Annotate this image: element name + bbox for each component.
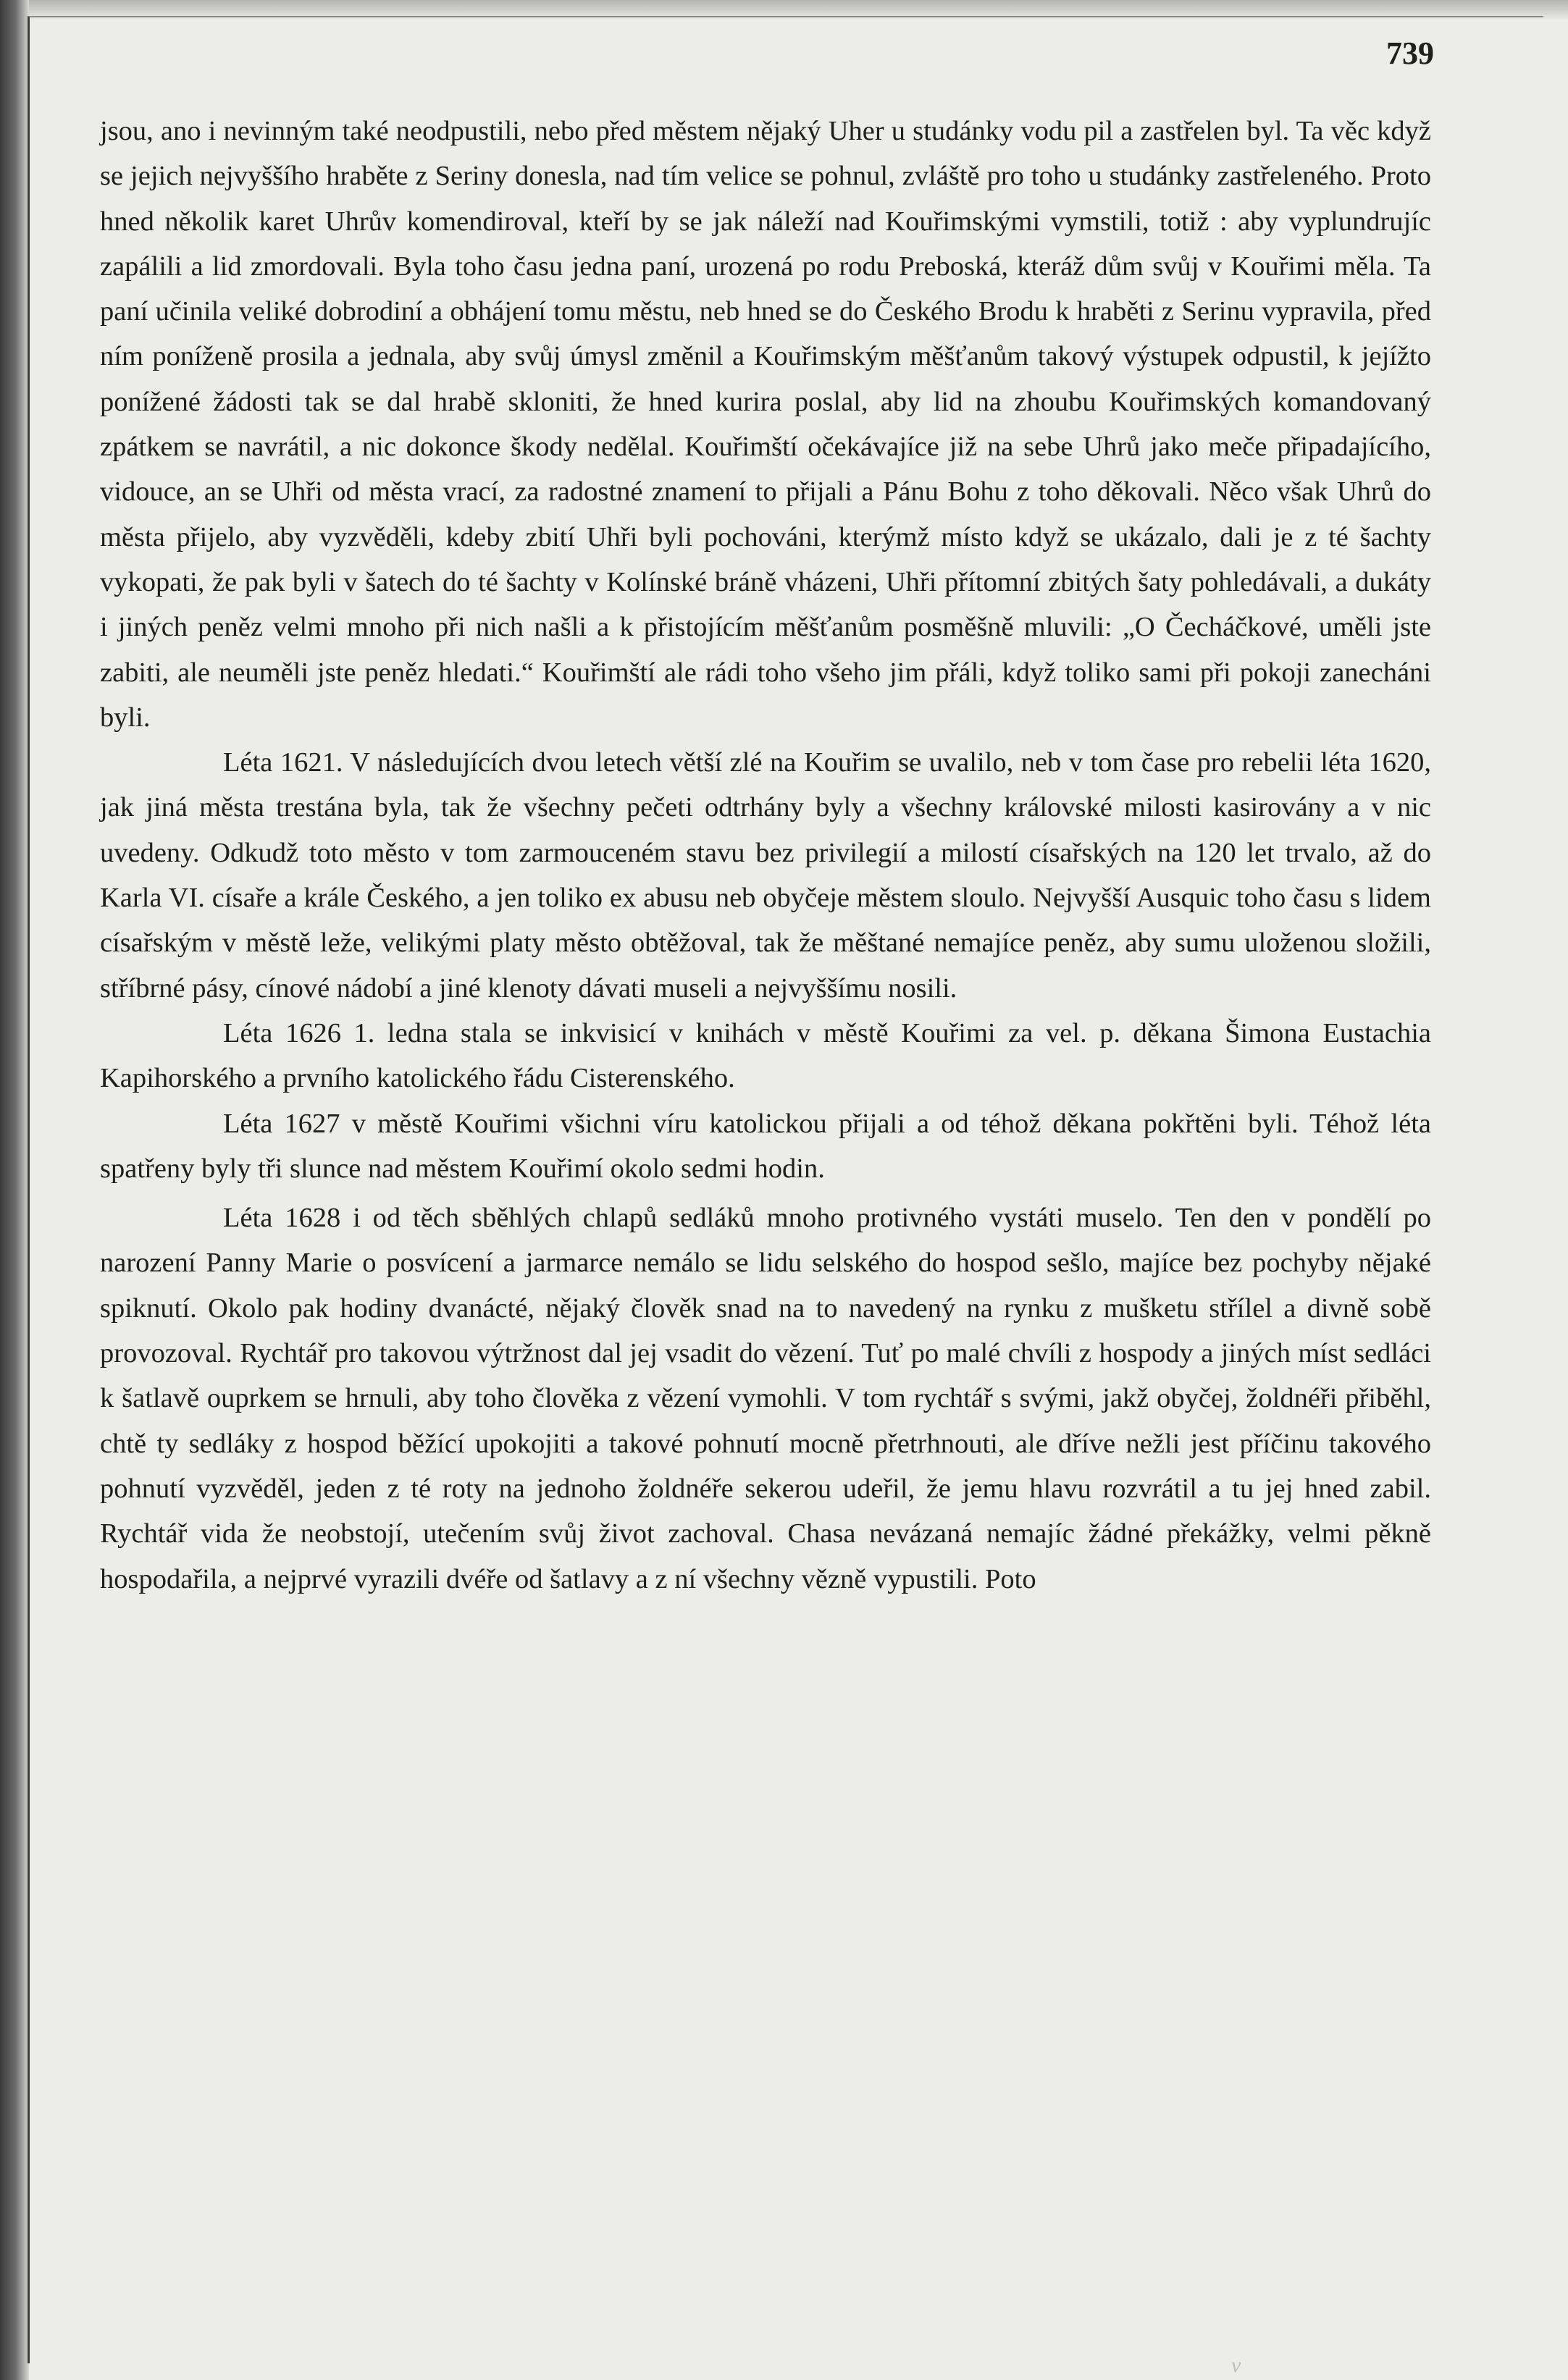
scan-binding-edge <box>0 0 29 2380</box>
paragraph-1627: Léta 1627 v městě Kouřimi všichni víru katolickou přijali a od téhož děkana pokřtěni byli. Téhož léta spatřeny byly tři slunce nad městem Kouřimí okolo sedmi hodin. <box>100 1108 1431 1184</box>
paragraph-1626: Léta 1626 1. ledna stala se inkvisicí v knihách v městě Kouřimi za vel. p. děkana Šimona Eustachia Kapihorského a prvního katolického řádu Cisterenského. <box>100 1017 1431 1094</box>
paragraph-1621: Léta 1621. V následujících dvou letech větší zlé na Kouřim se uvalilo, neb v tom čase pro rebelii léta 1620, jak jiná města trestána byla, tak že všechny pečeti odtrhány byly a všechny královské milosti kasirovány a v nic uvedeny. Odkudž toto město v tom zarmouceném stavu bez privilegií a milostí císařských na 120 let trvalo, až do Karla VI. císaře a krále Českého, a jen toliko ex abusu neb obyčeje městem sloulo. Nejvyšší Ausquic toho času s lidem císařským v městě leže, velikými platy město obtěžoval, tak že měštané nemajíce peněz, aby sumu uloženou složili, stříbrné pásy, cínové nádobí a jiné klenoty dávati museli a nejvyššímu nosili. <box>100 747 1431 1004</box>
bleed-through-note: v <box>1231 2353 1241 2377</box>
paragraph-1628: Léta 1628 i od těch sběhlých chlapů sedláků mnoho protivného vystáti muselo. Ten den v pondělí po narození Panny Marie o posvícení a jarmarce nemálo se lidu selského do hospod sešlo, majíce bez pochyby nějaké spiknutí. Okolo pak hodiny dvanácté, nějaký člověk snad na to navedený na rynku z mušketu střílel a divně sobě provozoval. Rychtář pro takovou výtržnost dal jej vsadit do vězení. Tuť po malé chvíli z hospody a jiných míst sedláci k šatlavě ouprkem se hrnuli, aby toho člověka z vězení vymohli. V tom rychtář s svými, jakž obyčej, žoldnéři přiběhl, chtě ty sedláky z hospod běžící upokojiti a takové pohnutí mocně přetrhnouti, ale dříve nežli jest příčinu takového pohnutí vyzvěděl, jeden z té roty na jednoho žoldnéře sekerou udeřil, že jemu hlavu rozvrátil a tu jej hned zabil. Rychtář vida že neobstojí, utečením svůj život zachoval. Chasa nevázaná nemajíc žádné překážky, velmi pěkně hospodařila, a nejprvé vyrazili dvéře od šatlavy a z ní všechny vězně vypustili. Poto <box>100 1203 1431 1594</box>
paragraph-uhri: jsou, ano i nevinným také neodpustili, nebo před městem nějaký Uher u studánky vodu pil a zastřelen byl. Ta věc když se jejich nejvyššího hraběte z Seriny donesla, nad tím velice se pohnul, zvláště pro toho u studánky zastřeleného. Proto hned několik karet Uhrův komendiroval, kteří by se jak náleží nad Kouřimskými vymstili, totiž : aby vyplundrujíc zapálili a lid zmordovali. Byla toho času jedna paní, urozená po rodu Preboská, kteráž dům svůj v Kouřimi měla. Ta paní učinila veliké dobrodiní a obhájení tomu městu, neb hned se do Českého Brodu k hraběti z Serinu vypravila, před ním poníženě prosila a jednala, aby svůj úmysl změnil a Kouřimským měšťanům takový výstupek odpustil, k jejížto ponížené žádosti tak se dal hrabě skloniti, že hned kurira poslal, aby lid na zhoubu Kouřimských komandovaný zpátkem se navrátil, a nic dokonce škody nedělal. Kouřimští očekávajíce již na sebe Uhrů jako meče připadajícího, vidouce, an se Uhři od města vrací, za radostné znamení to přijali a Pánu Bohu z toho děkovali. Něco však Uhrů do města přijelo, aby vyzvěděli, kdeby zbití Uhři byli pochováni, kterýmž místo když se ukázalo, dali je z té šachty vykopati, že pak byli v šatech do té šachty v Kolínské bráně vházeni, Uhři přítomní zbitých šaty pohledávali, a dukáty i jiných peněz velmi mnoho při nich našli a k přistojícím měšťanům posměšně mluvili: „O Čecháčkové, uměli jste zabiti, ale neuměli jste peněz hledati.“ Kouřimští ale rádi toho všeho jim přáli, když toliko sami při pokoji zanecháni byli. <box>100 116 1431 733</box>
page-number: 739 <box>1386 35 1434 71</box>
page-body-text <box>100 109 1431 1602</box>
